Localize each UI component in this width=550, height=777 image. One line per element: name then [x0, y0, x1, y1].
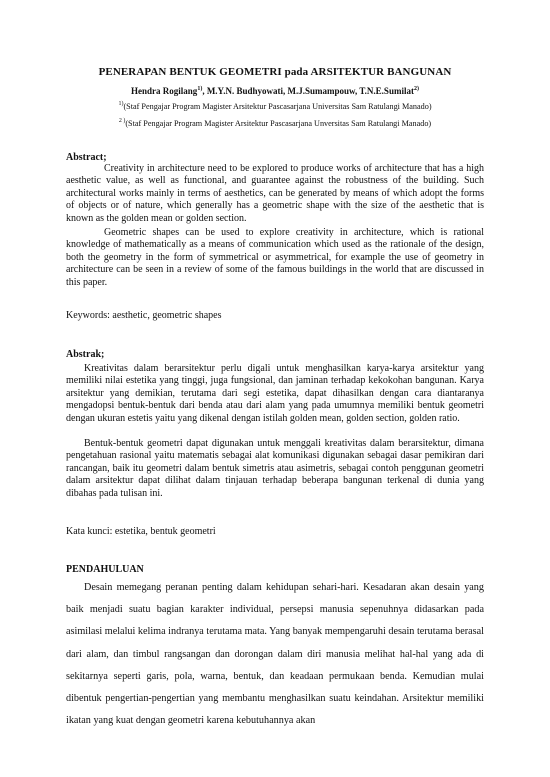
keywords: Keywords: aesthetic, geometric shapes	[66, 310, 222, 321]
affiliation-text-2: (Staf Pengajar Program Magister Arsitektur Pascasarjana Unversitas Sam Ratulangi Manado)	[125, 119, 432, 128]
abstrak-paragraph-2: Bentuk-bentuk geometri dapat digunakan untuk menggali kreativitas dalam berarsitektur, dimana pengetahuan rasional yaitu matematis sebagai alat komunikasi digunakan sebagai dasar pemikiran dari rancangan, baik itu geometri dalam bentuk simetris atau asimetris, sebagai contoh penggunan geometri dalam arsitektur dapat dilihat dalam tinjauan terhadap beberapa bangunan terkenal di dunia yang dibahas pada tulisan ini.	[66, 438, 484, 499]
abstract-paragraph-1: Creativity in architecture need to be explored to produce works of architecture that has a high aesthetic value, as well as functional, and guarantee against the robustness of the building. Such architectural works mainly in terms of aesthetics, can be generated by means of which adopt the forms of objects or of nature, which generally has a geometric shape with the size of the aesthetic that is known as the golden mean or golden section.	[66, 163, 484, 224]
author-line	[0, 86, 550, 96]
abstrak-paragraph-1: Kreativitas dalam berarsitektur perlu digali untuk menghasilkan karya-karya arsitektur yang memiliki nilai estetika yang tinggi, juga fungsional, dan jaminan terhadap kekokohan bangunan. Karya arsitektur yang demikian, terutama dari segi estetika, dapat dihasilkan dengan cara diantaranya mengadopsi bentuk-bentuk dari benda atau dari alam yang pada umumnya memiliki bentuk geometri dengan ukuran estetis yaitu yang dikenal dengan istilah golden mean, golden section, golden ratio.	[66, 363, 484, 424]
affiliation-2	[0, 118, 550, 128]
paper-title: PENERAPAN BENTUK GEOMETRI pada ARSITEKTUR BANGUNAN	[98, 66, 452, 78]
abstract-heading: Abstract;	[66, 152, 107, 163]
affiliation-sup-2: 2 )	[118, 118, 126, 124]
author-sup-1: 1)	[197, 86, 203, 92]
affiliation-sup-1: 1)	[118, 101, 124, 107]
kata-kunci: Kata kunci: estetika, bentuk geometri	[66, 526, 216, 537]
affiliation-text-1: (Staf Pengajar Program Magister Arsitektur Pascasarjana Universitas Sam Ratulangi Manado)	[123, 102, 432, 111]
introduction-paragraph: Desain memegang peranan penting dalam kehidupan sehari-hari. Kesadaran akan desain yang baik menjadi suatu bagian karakter individual, persepsi manusia sepenuhnya didasarkan pada asimilasi melalui kelima indranya terutama mata. Yang banyak mempengaruhi desain terutama berasal dari alam, dan timbul rangsangan dan dorongan dalam diri manusia melihat hal-hal yang ada di sekitarnya seperti garis, pola, warna, bentuk, dan keadaan permukaan benda. Kemudian mulai dibentuk pengertian-pengertian yang membantu menghasilkan suatu keindahan. Arsitektur memiliki ikatan yang kuat dengan geometri karena kebutuhannya akan	[66, 582, 484, 727]
author-sup-2: 2)	[413, 86, 419, 92]
abstract-paragraph-2: Geometric shapes can be used to explore creativity in architecture, which is rational knowledge of mathematically as a means of communication which used as the rationale of the design, both the geometry in the form of symmetrical or asymmetrical, for example the use of geometry in architecture can be seen in a review of some of the famous buildings in the world that are discussed in this paper.	[66, 227, 484, 288]
abstrak-heading: Abstrak;	[66, 349, 105, 360]
section-heading-pendahuluan: PENDAHULUAN	[66, 564, 144, 575]
affiliation-1	[0, 101, 550, 111]
author-name-1: Hendra Rogilang	[131, 86, 198, 96]
author-names-rest: , M.Y.N. Budhyowati, M.J.Sumampouw, T.N.E.Sumilat	[202, 86, 414, 96]
